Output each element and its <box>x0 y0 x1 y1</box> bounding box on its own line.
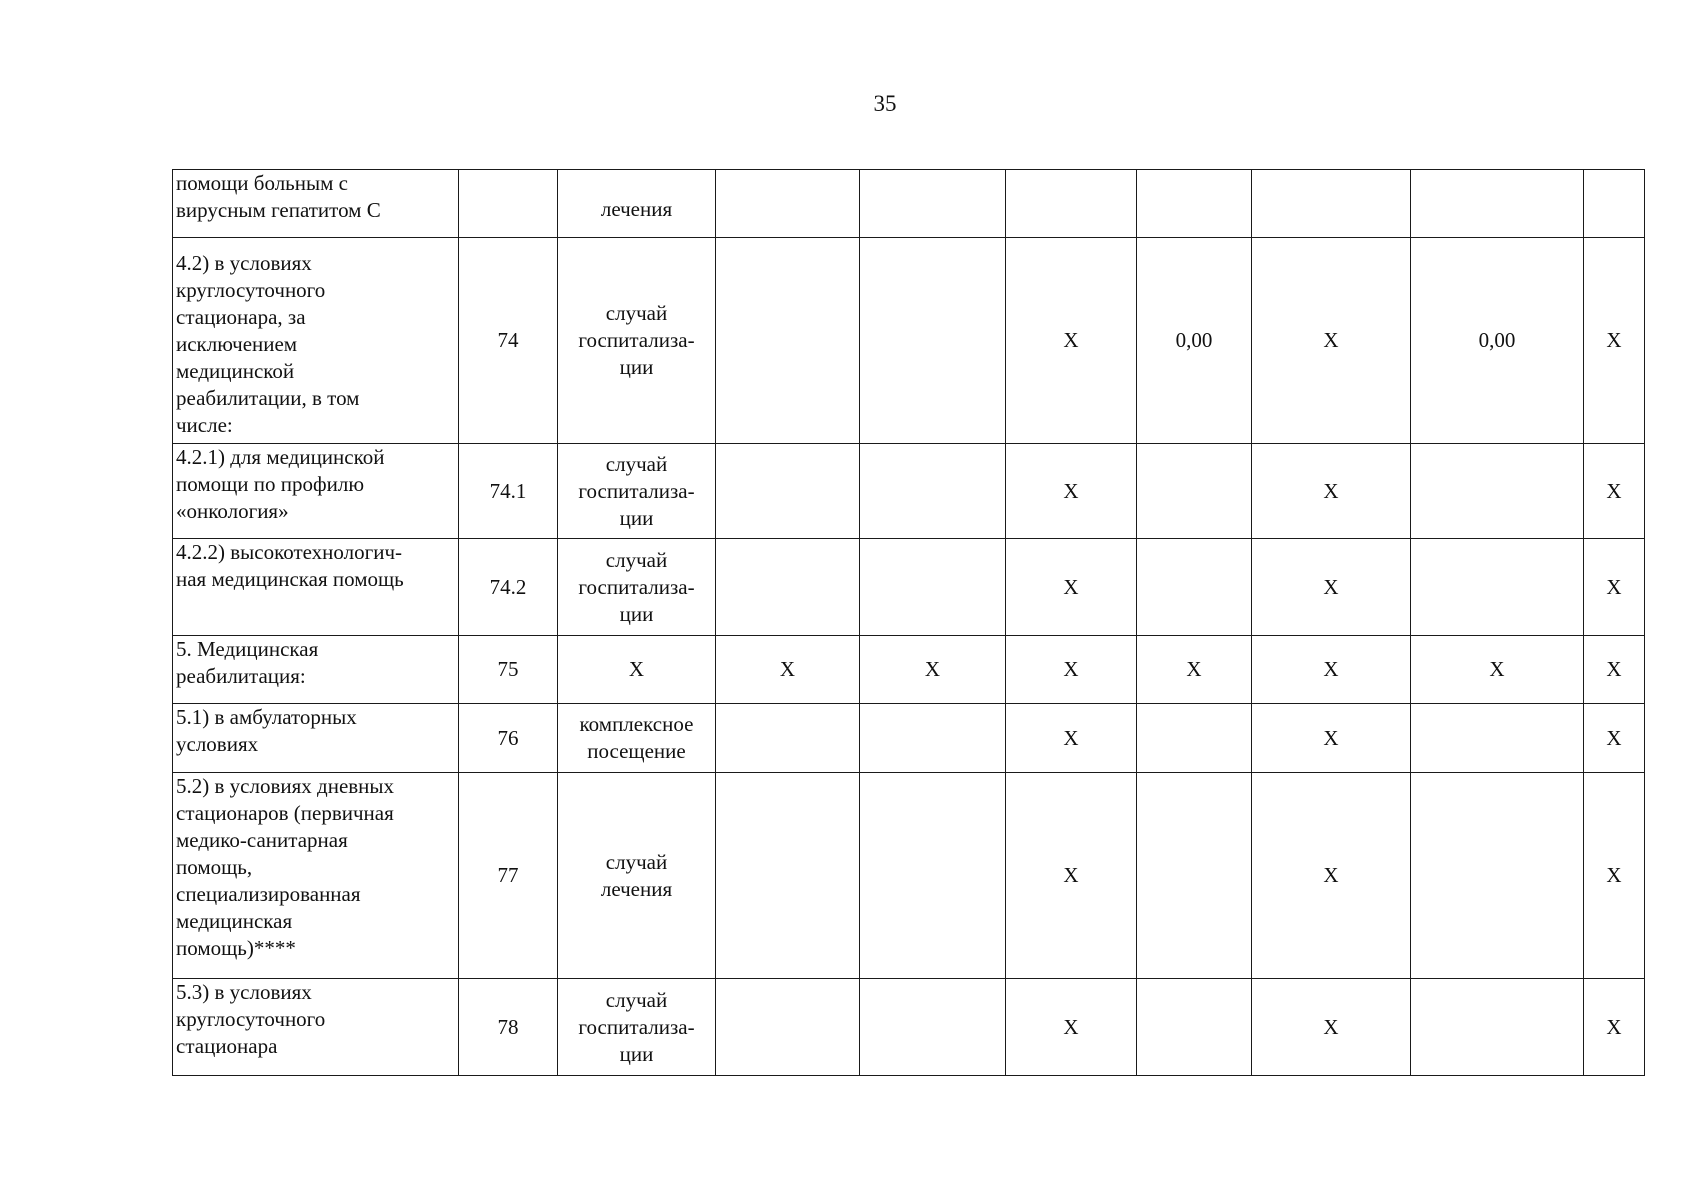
row-value-cell: X <box>1584 238 1645 444</box>
row-value-cell <box>1006 170 1137 238</box>
table-row <box>173 636 1645 704</box>
row-value-cell: X <box>860 636 1006 704</box>
row-unit-cell: случай госпитализа- ции <box>558 539 716 636</box>
row-value-cell: X <box>1411 636 1584 704</box>
row-value-cell <box>1411 170 1584 238</box>
row-value-cell <box>1584 170 1645 238</box>
row-value-cell: X <box>1584 539 1645 636</box>
row-value-cell: X <box>1252 444 1411 539</box>
row-value-cell <box>1411 773 1584 979</box>
row-value-cell <box>860 444 1006 539</box>
row-value-cell: 0,00 <box>1411 238 1584 444</box>
row-value-cell <box>1137 444 1252 539</box>
row-name-cell: помощи больным с вирусным гепатитом С <box>173 170 459 238</box>
row-value-cell <box>716 444 860 539</box>
row-value-cell <box>1137 704 1252 773</box>
row-name-cell: 5.3) в условиях круглосуточного стационара <box>173 979 459 1076</box>
row-code-cell: 78 <box>459 979 558 1076</box>
row-value-cell <box>716 238 860 444</box>
row-code-cell: 76 <box>459 704 558 773</box>
row-value-cell: X <box>1252 704 1411 773</box>
row-code-cell <box>459 170 558 238</box>
row-value-cell: X <box>1006 238 1137 444</box>
row-value-cell: X <box>1584 444 1645 539</box>
row-value-cell <box>1137 539 1252 636</box>
row-value-cell <box>716 979 860 1076</box>
row-value-cell <box>716 170 860 238</box>
row-value-cell <box>1137 773 1252 979</box>
row-name-cell: 5. Медицинская реабилитация: <box>173 636 459 704</box>
row-name-cell: 5.2) в условиях дневных стационаров (первичная медико-санитарная помощь, специализированная медицинская помощь)**** <box>173 773 459 979</box>
row-value-cell: X <box>1584 979 1645 1076</box>
table-row <box>173 238 1645 444</box>
row-unit-cell: лечения <box>558 170 716 238</box>
row-value-cell <box>716 773 860 979</box>
row-unit-cell: случай госпитализа- ции <box>558 238 716 444</box>
row-value-cell <box>1411 704 1584 773</box>
row-code-cell: 74 <box>459 238 558 444</box>
row-name-cell: 5.1) в амбулаторных условиях <box>173 704 459 773</box>
row-value-cell <box>860 773 1006 979</box>
row-value-cell: X <box>1584 773 1645 979</box>
row-value-cell <box>1411 444 1584 539</box>
row-value-cell: 0,00 <box>1137 238 1252 444</box>
row-value-cell: X <box>1006 636 1137 704</box>
row-code-cell: 74.2 <box>459 539 558 636</box>
row-value-cell: X <box>1584 636 1645 704</box>
row-name-cell: 4.2.1) для медицинской помощи по профилю «онкология» <box>173 444 459 539</box>
row-value-cell <box>716 704 860 773</box>
table-row <box>173 539 1645 636</box>
row-value-cell: X <box>716 636 860 704</box>
table-row <box>173 170 1645 238</box>
row-value-cell <box>860 979 1006 1076</box>
row-value-cell: X <box>1006 444 1137 539</box>
row-name-cell: 4.2.2) высокотехнологич- ная медицинская помощь <box>173 539 459 636</box>
row-value-cell: X <box>1006 979 1137 1076</box>
data-table <box>172 169 1645 1076</box>
row-code-cell: 77 <box>459 773 558 979</box>
table-row <box>173 444 1645 539</box>
row-value-cell: X <box>1252 238 1411 444</box>
row-value-cell <box>1252 170 1411 238</box>
row-value-cell: X <box>1006 704 1137 773</box>
table-row <box>173 979 1645 1076</box>
row-code-cell: 75 <box>459 636 558 704</box>
row-value-cell <box>1137 170 1252 238</box>
row-unit-cell: случай лечения <box>558 773 716 979</box>
row-value-cell <box>860 704 1006 773</box>
table-body <box>173 170 1645 1076</box>
table-row <box>173 704 1645 773</box>
table-row <box>173 773 1645 979</box>
row-unit-cell: случай госпитализа- ции <box>558 444 716 539</box>
row-value-cell: X <box>1137 636 1252 704</box>
row-value-cell <box>1411 979 1584 1076</box>
row-value-cell: X <box>1006 539 1137 636</box>
row-value-cell <box>1137 979 1252 1076</box>
row-value-cell <box>860 170 1006 238</box>
row-value-cell: X <box>1006 773 1137 979</box>
row-name-cell: 4.2) в условиях круглосуточного стационара, за исключением медицинской реабилитации, в том числе: <box>173 238 459 444</box>
row-value-cell: X <box>1252 539 1411 636</box>
row-value-cell: X <box>1252 636 1411 704</box>
row-value-cell: X <box>1252 773 1411 979</box>
page-number: 35 <box>873 91 897 116</box>
row-value-cell: X <box>1252 979 1411 1076</box>
row-value-cell <box>860 238 1006 444</box>
row-value-cell <box>716 539 860 636</box>
row-value-cell: X <box>1584 704 1645 773</box>
row-unit-cell: случай госпитализа- ции <box>558 979 716 1076</box>
row-unit-cell: комплексное посещение <box>558 704 716 773</box>
row-code-cell: 74.1 <box>459 444 558 539</box>
row-unit-cell: X <box>558 636 716 704</box>
row-value-cell <box>860 539 1006 636</box>
row-value-cell <box>1411 539 1584 636</box>
